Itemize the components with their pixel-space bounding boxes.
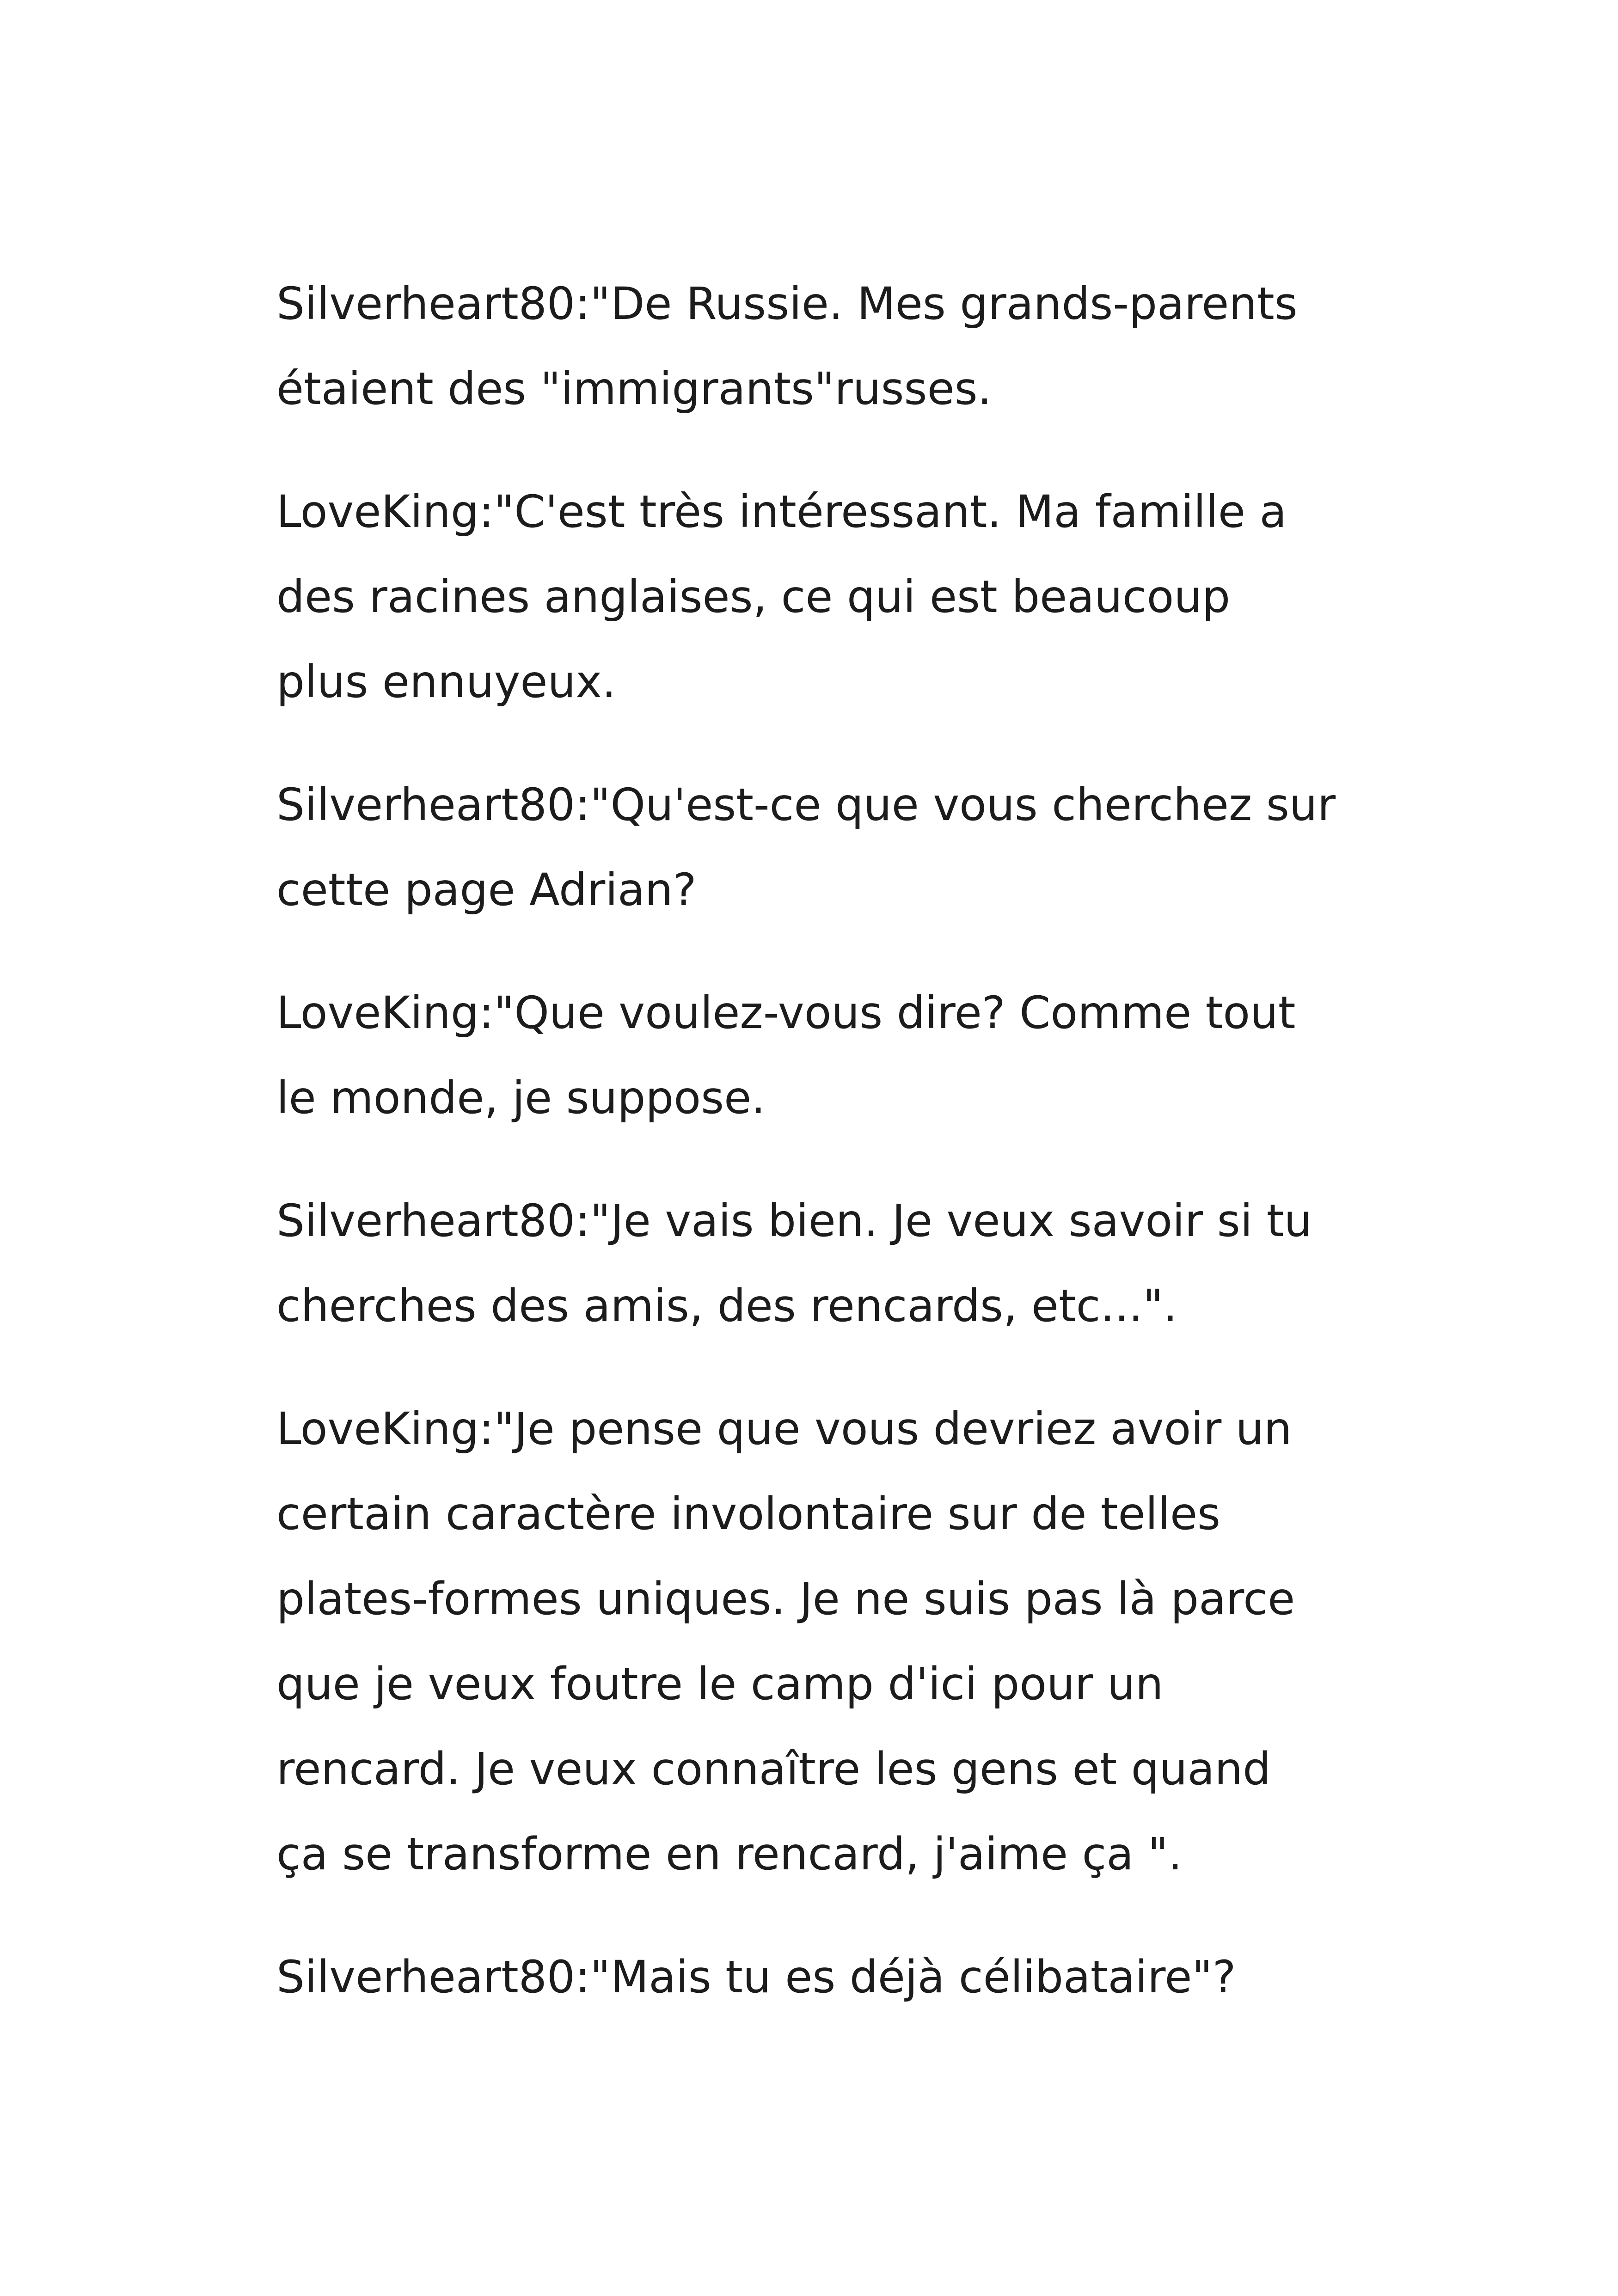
text-line: LoveKing:"Je pense que vous devriez avoir un xyxy=(276,1403,1292,1455)
paragraph-silverheart-russia xyxy=(276,261,1367,431)
text-line: le monde, je suppose. xyxy=(276,1072,766,1124)
text-line: plus ennuyeux. xyxy=(276,656,616,708)
text-line: cherches des amis, des rencards, etc...". xyxy=(276,1280,1177,1332)
paragraph-loveking-explanation xyxy=(276,1386,1367,1897)
paragraph-loveking-family xyxy=(276,469,1367,724)
text-line: Silverheart80:"Qu'est-ce que vous cherchez sur xyxy=(276,779,1336,831)
text-line: cette page Adrian? xyxy=(276,864,697,916)
text-line: que je veux foutre le camp d'ici pour un xyxy=(276,1658,1164,1710)
text-line: des racines anglaises, ce qui est beaucoup xyxy=(276,571,1231,623)
text-line: Silverheart80:"Je vais bien. Je veux savoir si tu xyxy=(276,1195,1312,1247)
text-line: LoveKing:"C'est très intéressant. Ma famille a xyxy=(276,486,1287,538)
text-line: rencard. Je veux connaître les gens et quand xyxy=(276,1743,1271,1795)
text-line: ça se transforme en rencard, j'aime ça ". xyxy=(276,1828,1183,1880)
text-line: plates-formes uniques. Je ne suis pas là parce xyxy=(276,1573,1295,1625)
paragraph-silverheart-dating xyxy=(276,1178,1367,1348)
text-line: LoveKing:"Que voulez-vous dire? Comme tout xyxy=(276,987,1296,1039)
paragraph-silverheart-question xyxy=(276,762,1367,932)
text-line: certain caractère involontaire sur de telles xyxy=(276,1488,1221,1540)
text-line: Silverheart80:"De Russie. Mes grands-parents xyxy=(276,278,1298,330)
paragraph-silverheart-single xyxy=(276,1935,1367,2020)
text-line: Silverheart80:"Mais tu es déjà célibataire"? xyxy=(276,1951,1236,2003)
text-line: étaient des "immigrants"russes. xyxy=(276,363,992,415)
document-body xyxy=(276,261,1367,2057)
paragraph-loveking-answer xyxy=(276,970,1367,1140)
